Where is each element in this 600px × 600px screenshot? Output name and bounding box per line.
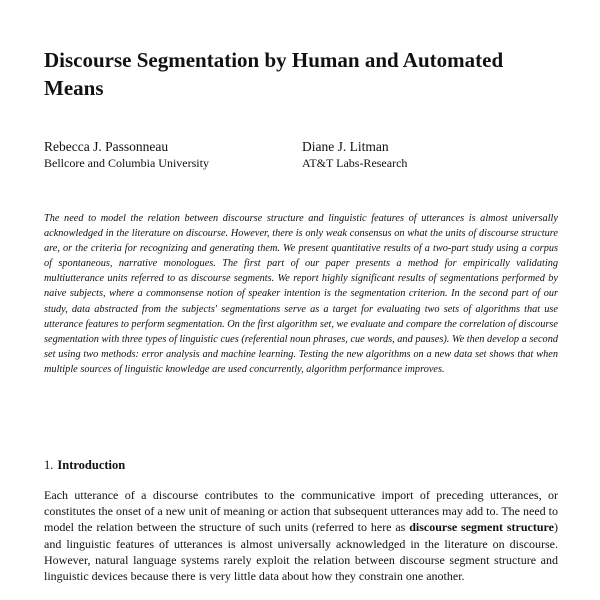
author-name: Diane J. Litman — [302, 139, 389, 154]
author-affiliation: AT&T Labs-Research — [302, 156, 408, 170]
section-heading — [44, 458, 125, 473]
author-name: Rebecca J. Passonneau — [44, 139, 169, 154]
body-paragraph — [44, 487, 558, 584]
section-title: Introduction — [57, 458, 126, 472]
author-block-2 — [302, 138, 407, 172]
abstract: The need to model the relation between discourse structure and linguistic features of utterances is almost universally acknowledged in the literature on discourse. However, there is only weak consensus on what the units of discourse structure are, or the criteria for recognizing and generating them. We present quantitative results of a two-part study using a corpus of spontaneous, narrative monologues. The first part of our paper presents a method for empirically validating multiutterance units referred to as discourse segments. We report highly significant results of segmentations performed by naive subjects, where a commonsense notion of speaker intention is the segmentation criterion. In the second part of our study, data abstracted from the subjects' segmentations serve as a target for evaluating two sets of algorithms that use utterance features to perform segmentation. On the first algorithm set, we evaluate and compare the correlation of discourse segmentation with three types of linguistic cues (referential noun phrases, cue words, and pauses). We then develop a second set using two methods: error analysis and machine learning. Testing the new algorithms on a new data set shows that when multiple sources of linguistic knowledge are used concurrently, algorithm performance improves. — [44, 213, 558, 375]
author-block-1 — [44, 138, 209, 172]
paper-title: Discourse Segmentation by Human and Automated Means — [44, 48, 504, 100]
bold-term: discourse segment structure — [409, 520, 554, 535]
author-affiliation: Bellcore and Columbia University — [44, 156, 209, 170]
body-text-part: Each utterance of a discourse contributes to the communicative import of preceding utterances, or constitutes the onset of a new unit of meaning or action that subsequent utterances may add to. The need to model the relation between the structure of such units (referred to here as — [44, 488, 558, 535]
section-number: 1. — [44, 458, 54, 472]
body-text-part: ) and linguistic features of utterances is almost universally acknowledged in the literature on discourse. However, natural language systems rarely exploit the relation between discourse segment structure and linguistic devices because there is very little data about how they constrain one another. — [44, 520, 558, 584]
